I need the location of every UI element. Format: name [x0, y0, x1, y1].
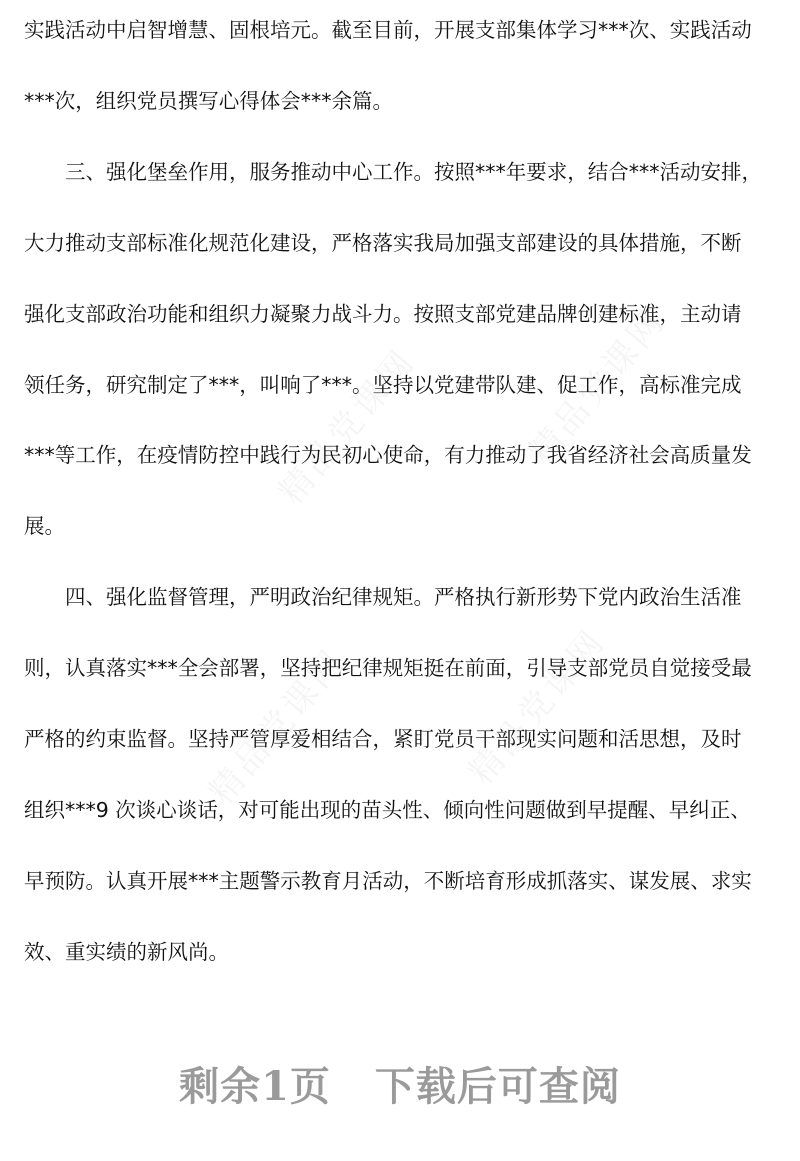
text-line: ***次，组织党员撰写心得体会***余篇。: [24, 88, 393, 113]
paragraph-heading-3: 三、强化堡垒作用，服务推动中心工作。按照***年要求，结合***活动安排，: [65, 159, 762, 184]
text-line: 效、重实绩的新风尚。: [24, 939, 229, 964]
text-line: 严格的约束监督。坚持严管厚爱相结合，紧盯党员干部现实问题和活思想，及时: [24, 727, 742, 752]
download-to-read-more-banner[interactable]: [0, 1055, 800, 1112]
text-line: 大力推动支部标准化规范化建设，严格落实我局加强支部建设的具体措施，不断: [24, 230, 742, 255]
text-line: 实践活动中启智增慧、固根培元。截至目前，开展支部集体学习***次、实践活动: [24, 18, 752, 42]
text-line: ***等工作，在疫情防控中践行为民初心使命，有力推动了我省经济社会高质量发: [24, 443, 752, 468]
download-label[interactable]: 下载后可查阅: [374, 1063, 621, 1110]
text-line: 展。: [24, 514, 65, 539]
text-line: 组织***9 次谈心谈话，对可能出现的苗头性、倾向性问题做到早提醒、早纠正、: [24, 797, 751, 822]
text-line: 早预防。认真开展***主题警示教育月活动，不断培育形成抓落实、谋发展、求实: [24, 868, 752, 893]
paragraph-heading-4: 四、强化监督管理，严明政治纪律规矩。严格执行新形势下党内政治生活准: [65, 585, 742, 610]
text-line: 领任务，研究制定了***，叫响了***。坚持以党建带队建、促工作，高标准完成: [24, 372, 742, 397]
document-body: [24, 0, 784, 988]
text-line: 则，认真落实***全会部署，坚持把纪律规矩挺在前面，引导支部党员自觉接受最: [24, 656, 752, 681]
text-line: 强化支部政治功能和组织力凝聚力战斗力。按照支部党建品牌创建标准，主动请: [24, 301, 742, 326]
remaining-pages-label: 剩余1页: [179, 1063, 331, 1110]
